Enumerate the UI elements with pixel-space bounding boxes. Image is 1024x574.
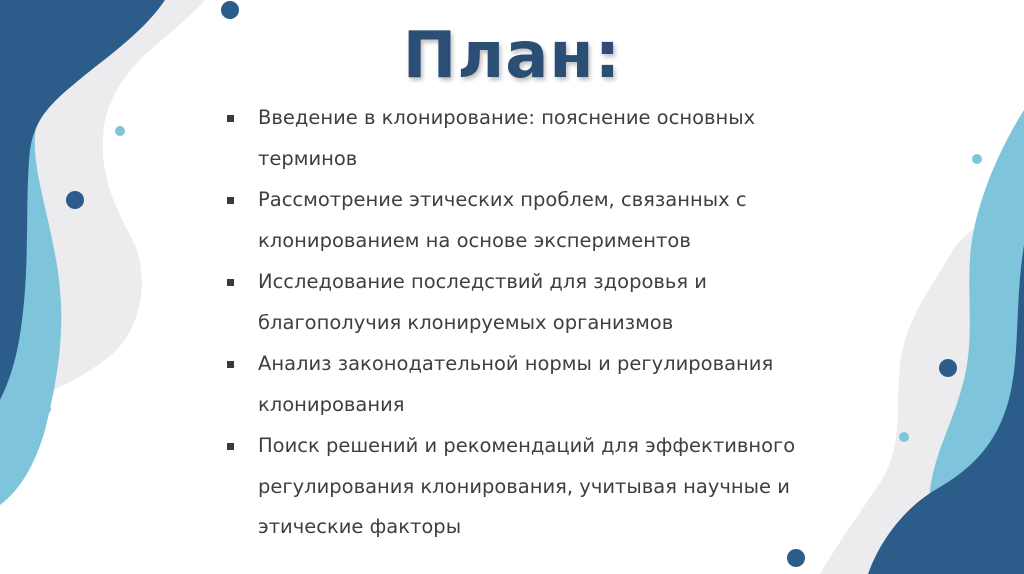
bullet-list	[222, 98, 822, 549]
bullet-text: Анализ законодательной нормы и регулирования клонирования	[258, 352, 774, 416]
list-item	[222, 180, 822, 261]
bullet-text: Исследование последствий для здоровья и благополучия клонируемых организмов	[258, 270, 707, 334]
bullet-text: Поиск решений и рекомендаций для эффективного регулирования клонирования, учитывая научные и этические факторы	[258, 434, 796, 538]
slide-title: План:	[402, 19, 622, 93]
dot-light-left-upper	[115, 126, 125, 136]
square-bullet-icon	[227, 115, 234, 122]
bullet-text: Введение в клонирование: пояснение основных терминов	[258, 106, 756, 170]
square-bullet-icon	[227, 279, 234, 286]
list-item	[222, 262, 822, 343]
list-item	[222, 98, 822, 179]
list-item	[222, 344, 822, 425]
dot-dark-bottom	[787, 549, 805, 567]
square-bullet-icon	[227, 361, 234, 368]
square-bullet-icon	[227, 197, 234, 204]
bullet-text: Рассмотрение этических проблем, связанных с клонированием на основе экспериментов	[258, 188, 747, 252]
dot-light-left-lower	[41, 404, 51, 414]
dot-dark-left	[66, 191, 84, 209]
dot-dark-right	[939, 359, 957, 377]
dot-light-right-lower	[899, 432, 909, 442]
list-item	[222, 426, 822, 548]
dot-light-right-upper	[972, 154, 982, 164]
square-bullet-icon	[227, 443, 234, 450]
